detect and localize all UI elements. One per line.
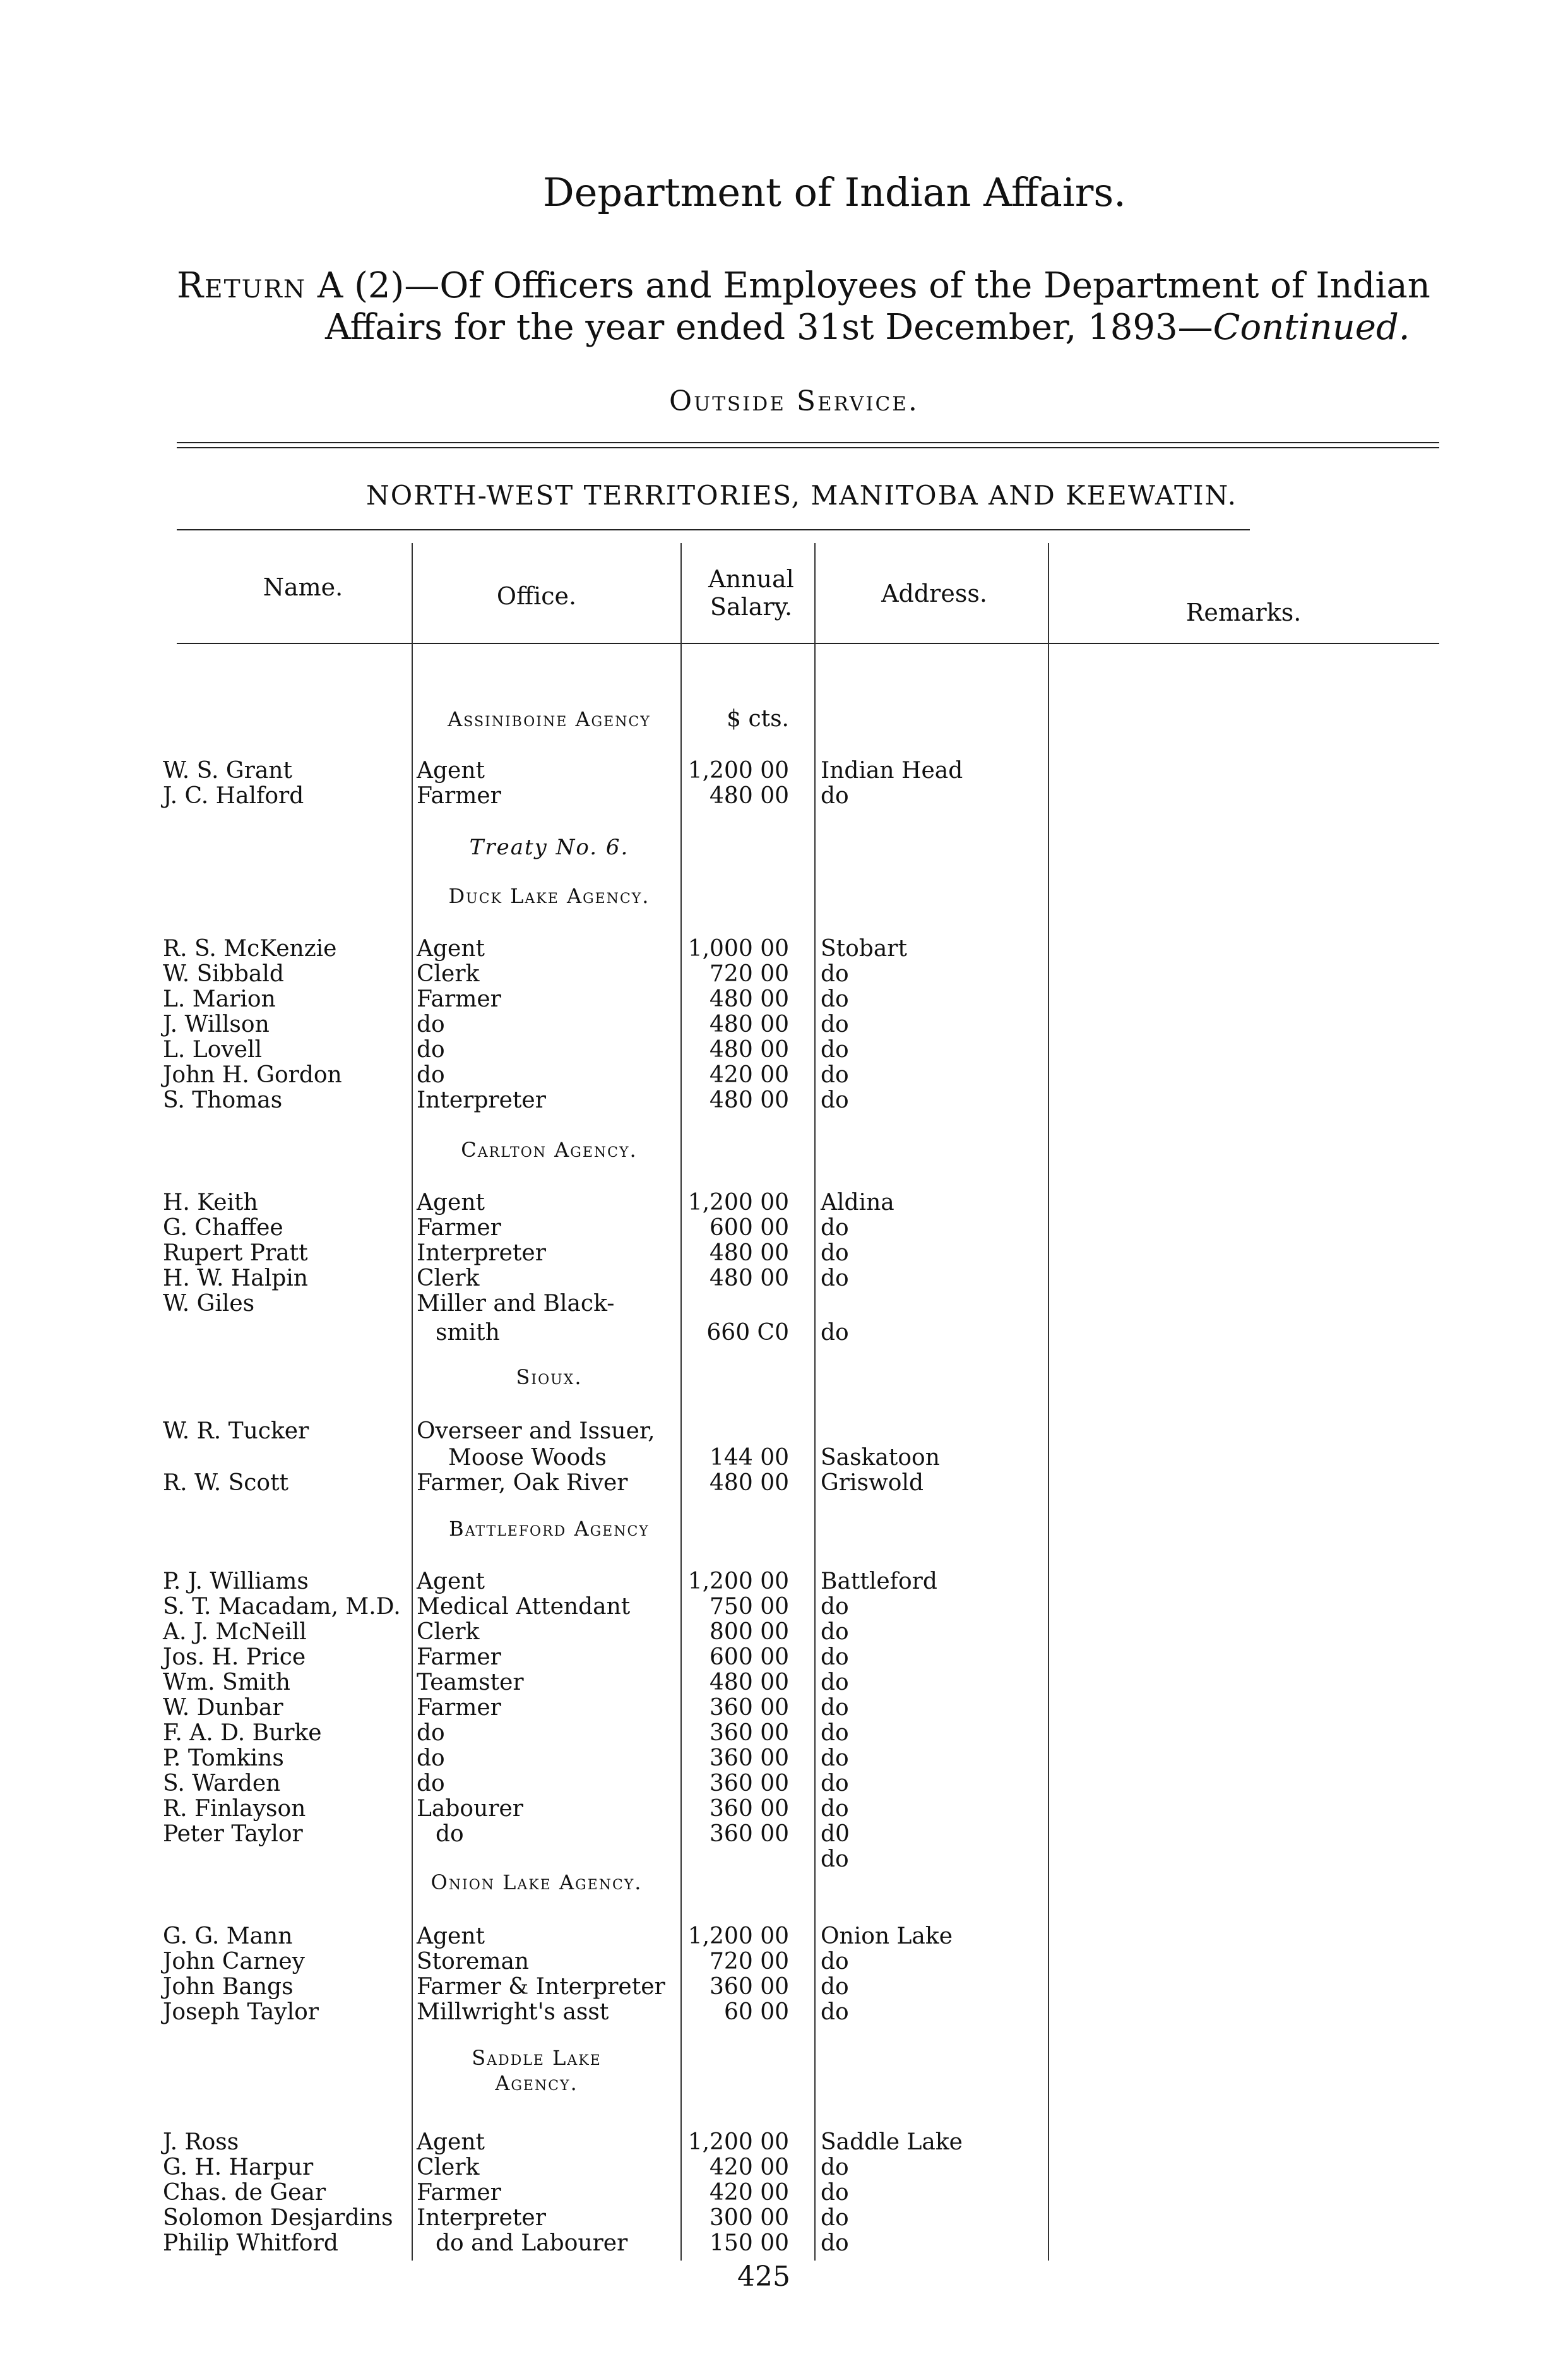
table-row xyxy=(0,1670,1568,1695)
employee-address: do xyxy=(821,1320,849,1346)
employee-office: Farmer xyxy=(417,1644,501,1670)
divider-rule xyxy=(177,447,1439,448)
employee-office: do xyxy=(417,1720,445,1746)
employee-salary: 480 00 xyxy=(710,1265,789,1291)
column-header-remarks: Remarks. xyxy=(1185,599,1302,626)
table-row xyxy=(0,1923,1568,1949)
group-label: Assiniboine Agency xyxy=(448,707,651,731)
employee-office: Agent xyxy=(417,758,485,784)
header-rule xyxy=(177,643,1439,644)
employee-salary: 1,200 00 xyxy=(687,1190,789,1216)
column-header-name: Name. xyxy=(263,573,343,601)
employee-name: R. W. Scott xyxy=(163,1470,289,1496)
employee-office: Farmer & Interpreter xyxy=(417,1974,665,2000)
return-text-line-2: Affairs for the year ended 31st December, 1893— xyxy=(325,307,1213,348)
group-label: Battleford Agency xyxy=(449,1517,650,1541)
employee-name: J. Willson xyxy=(163,1012,270,1037)
employee-address: Griswold xyxy=(821,1470,924,1496)
table-row xyxy=(0,1949,1568,1974)
employee-name: Peter Taylor xyxy=(163,1821,303,1847)
return-heading xyxy=(177,265,1477,349)
employee-salary: 600 00 xyxy=(710,1644,789,1670)
table-row xyxy=(0,2230,1568,2256)
employee-address: do xyxy=(821,1670,849,1695)
employee-address: Indian Head xyxy=(821,758,963,784)
employee-name: H. W. Halpin xyxy=(163,1265,308,1291)
table-row xyxy=(0,1190,1568,1215)
employee-address: do xyxy=(821,1619,849,1645)
employee-office: Farmer, Oak River xyxy=(417,1470,628,1496)
employee-address: do xyxy=(821,1215,849,1241)
table-row xyxy=(0,1240,1568,1265)
employee-office: Moose Woods xyxy=(448,1445,607,1471)
currency-row xyxy=(0,706,1568,731)
employee-office: Agent xyxy=(417,1923,485,1949)
employee-address: do xyxy=(821,1720,849,1746)
table-row xyxy=(0,1720,1568,1745)
employee-office: do xyxy=(417,1771,445,1796)
employee-name: Chas. de Gear xyxy=(163,2180,326,2206)
employee-name: G. G. Mann xyxy=(163,1923,293,1949)
employee-salary: 300 00 xyxy=(710,2205,789,2231)
employee-office: Overseer and Issuer, xyxy=(417,1418,655,1444)
group-label: Onion Lake Agency. xyxy=(431,1870,643,1894)
employee-salary: 360 00 xyxy=(710,1771,789,1796)
employee-name: S. Thomas xyxy=(163,1087,283,1113)
table-row xyxy=(0,1062,1568,1087)
table-row xyxy=(0,1445,1568,1470)
column-header-salary-line-1: Annual xyxy=(708,565,794,593)
employee-salary: 360 00 xyxy=(710,1745,789,1771)
employee-address: do xyxy=(821,1999,849,2025)
table-row xyxy=(0,936,1568,961)
employee-office: do and Labourer xyxy=(436,2230,628,2256)
employee-salary: 480 00 xyxy=(710,986,789,1012)
employee-address: do xyxy=(821,1012,849,1037)
employee-office: Interpreter xyxy=(417,1087,546,1113)
table-row xyxy=(0,2205,1568,2230)
table-row xyxy=(0,1470,1568,1495)
table-row xyxy=(0,1695,1568,1720)
employee-salary: 1,200 00 xyxy=(687,1568,789,1594)
table-row xyxy=(0,1012,1568,1037)
employee-salary: 480 00 xyxy=(710,1037,789,1063)
table-row xyxy=(0,961,1568,986)
employee-salary: 480 00 xyxy=(710,1470,789,1496)
employee-address: do xyxy=(821,1846,849,1872)
employee-office: do xyxy=(417,1745,445,1771)
employee-salary: 1,200 00 xyxy=(687,1923,789,1949)
table-row xyxy=(0,1974,1568,1999)
employee-name: P. J. Williams xyxy=(163,1568,309,1594)
employee-address: do xyxy=(821,1771,849,1796)
employee-address: do xyxy=(821,1087,849,1113)
table-row xyxy=(0,1320,1568,1345)
employee-name: J. C. Halford xyxy=(163,783,304,809)
employee-address: do xyxy=(821,783,849,809)
employee-address: do xyxy=(821,1949,849,1975)
employee-salary: 60 00 xyxy=(723,1999,789,2025)
employee-salary: 720 00 xyxy=(710,1949,789,1975)
employee-name: L. Lovell xyxy=(163,1037,263,1063)
employee-office: Interpreter xyxy=(417,1240,546,1266)
table-row xyxy=(0,758,1568,783)
employee-office: Agent xyxy=(417,1568,485,1594)
employee-salary: 480 00 xyxy=(710,1670,789,1695)
employee-salary: 480 00 xyxy=(710,1240,789,1266)
employee-salary: 420 00 xyxy=(710,2154,789,2180)
table-row xyxy=(0,1846,1568,1872)
employee-name: Wm. Smith xyxy=(163,1670,290,1695)
employee-address: do xyxy=(821,2205,849,2231)
group-label: Sioux. xyxy=(516,1365,583,1389)
group-label: Duck Lake Agency. xyxy=(448,884,650,908)
table-row xyxy=(0,1619,1568,1644)
group-label: Saddle Lake xyxy=(472,2046,602,2070)
employee-name: John H. Gordon xyxy=(163,1062,342,1088)
employee-name: G. H. Harpur xyxy=(163,2154,314,2180)
employee-name: W. S. Grant xyxy=(163,758,292,784)
employee-office: Clerk xyxy=(417,1619,480,1645)
employee-office: Clerk xyxy=(417,2154,480,2180)
table-row xyxy=(0,1215,1568,1240)
employee-address: do xyxy=(821,1974,849,2000)
employee-name: S. T. Macadam, M.D. xyxy=(163,1594,401,1620)
employee-salary: 480 00 xyxy=(710,783,789,809)
employee-name: John Bangs xyxy=(163,1974,294,2000)
employee-office: Medical Attendant xyxy=(417,1594,631,1620)
employee-salary: 750 00 xyxy=(710,1594,789,1620)
employee-address: do xyxy=(821,1240,849,1266)
employee-address: do xyxy=(821,2154,849,2180)
employee-name: P. Tomkins xyxy=(163,1745,284,1771)
employee-salary: 360 00 xyxy=(710,1720,789,1746)
employee-address: do xyxy=(821,961,849,987)
employee-office: Miller and Black- xyxy=(417,1291,615,1317)
table-row xyxy=(0,2180,1568,2205)
group-label: Carlton Agency. xyxy=(461,1138,638,1162)
employee-name: Rupert Pratt xyxy=(163,1240,308,1266)
table-row xyxy=(0,1087,1568,1113)
employee-office: Storeman xyxy=(417,1949,530,1975)
employee-salary: 1,200 00 xyxy=(687,2129,789,2155)
employee-name: J. Ross xyxy=(163,2129,239,2155)
employee-salary: 360 00 xyxy=(710,1695,789,1721)
table-row xyxy=(0,1821,1568,1846)
employee-name: W. R. Tucker xyxy=(163,1418,309,1444)
table-row xyxy=(0,1796,1568,1821)
employee-salary: 360 00 xyxy=(710,1821,789,1847)
employee-address: d0 xyxy=(821,1821,850,1847)
table-row xyxy=(0,1418,1568,1443)
employee-name: W. Dunbar xyxy=(163,1695,283,1721)
table-row xyxy=(0,1568,1568,1594)
employee-office: do xyxy=(417,1012,445,1037)
employee-office: Agent xyxy=(417,2129,485,2155)
employee-salary: 480 00 xyxy=(710,1087,789,1113)
return-lead: Return xyxy=(177,265,307,306)
employee-address: Onion Lake xyxy=(821,1923,953,1949)
employee-office: Farmer xyxy=(417,1695,501,1721)
page-title: Department of Indian Affairs. xyxy=(543,169,1126,215)
employee-name: A. J. McNeill xyxy=(163,1619,307,1645)
employee-office: do xyxy=(436,1821,464,1847)
employee-salary: 360 00 xyxy=(710,1974,789,2000)
employee-office: Farmer xyxy=(417,986,501,1012)
employee-salary: 800 00 xyxy=(710,1619,789,1645)
table-row xyxy=(0,1037,1568,1062)
employee-name: Joseph Taylor xyxy=(163,1999,319,2025)
table-row xyxy=(0,1291,1568,1316)
employee-address: Battleford xyxy=(821,1568,937,1594)
employee-address: do xyxy=(821,1695,849,1721)
employee-name: W. Sibbald xyxy=(163,961,284,987)
employee-office: Farmer xyxy=(417,2180,501,2206)
employee-office: Clerk xyxy=(417,1265,480,1291)
section-heading: Outside Service. xyxy=(669,385,919,417)
employee-salary: 660 C0 xyxy=(706,1320,789,1346)
employee-salary: 420 00 xyxy=(710,1062,789,1088)
table-row xyxy=(0,783,1568,808)
table-row xyxy=(0,1644,1568,1670)
divider-rule xyxy=(177,529,1250,530)
employee-office: do xyxy=(417,1037,445,1063)
employee-office: Agent xyxy=(417,936,485,962)
employee-address: Saddle Lake xyxy=(821,2129,963,2155)
employee-office: Millwright's asst xyxy=(417,1999,609,2025)
table-row xyxy=(0,1771,1568,1796)
column-header-office: Office. xyxy=(496,582,577,610)
table-row xyxy=(0,1594,1568,1619)
return-text-line-1: A (2)—Of Officers and Employees of the Department of Indian xyxy=(317,265,1430,306)
divider-rule xyxy=(177,442,1439,443)
employee-name: John Carney xyxy=(163,1949,305,1975)
employee-address: do xyxy=(821,1062,849,1088)
employee-salary: 360 00 xyxy=(710,1796,789,1822)
column-header-salary xyxy=(688,565,814,621)
column-header-address: Address. xyxy=(881,580,987,607)
employee-office: smith xyxy=(436,1320,500,1346)
employee-name: Jos. H. Price xyxy=(163,1644,306,1670)
employee-name: F. A. D. Burke xyxy=(163,1720,322,1746)
table-row xyxy=(0,1265,1568,1291)
column-header-salary-line-2: Salary. xyxy=(710,593,793,621)
employee-salary: 600 00 xyxy=(710,1215,789,1241)
table-row xyxy=(0,2154,1568,2180)
currency-header: $ cts. xyxy=(727,706,789,732)
employee-office: Teamster xyxy=(417,1670,524,1695)
employee-name: Solomon Desjardins xyxy=(163,2205,393,2231)
employee-salary: 480 00 xyxy=(710,1012,789,1037)
employee-name: S. Warden xyxy=(163,1771,281,1796)
employee-address: do xyxy=(821,2180,849,2206)
table-row xyxy=(0,1745,1568,1771)
employee-salary: 1,200 00 xyxy=(687,758,789,784)
employee-office: Clerk xyxy=(417,961,480,987)
employee-office: Agent xyxy=(417,1190,485,1216)
employee-address: do xyxy=(821,986,849,1012)
employee-office: Farmer xyxy=(417,1215,501,1241)
group-label: Agency. xyxy=(495,2071,578,2095)
employee-name: W. Giles xyxy=(163,1291,255,1317)
employee-name: G. Chaffee xyxy=(163,1215,283,1241)
employee-office: do xyxy=(417,1062,445,1088)
employee-name: R. Finlayson xyxy=(163,1796,306,1822)
employee-name: Philip Whitford xyxy=(163,2230,338,2256)
table-row xyxy=(0,1999,1568,2024)
employee-salary: 1,000 00 xyxy=(687,936,789,962)
employee-office: Labourer xyxy=(417,1796,523,1822)
employee-address: do xyxy=(821,1796,849,1822)
employee-name: R. S. McKenzie xyxy=(163,936,337,962)
table-row xyxy=(0,2129,1568,2154)
employee-salary: 420 00 xyxy=(710,2180,789,2206)
employee-office: Farmer xyxy=(417,783,501,809)
employee-address: do xyxy=(821,1745,849,1771)
employee-salary: 720 00 xyxy=(710,961,789,987)
employee-address: do xyxy=(821,1037,849,1063)
employee-address: do xyxy=(821,1594,849,1620)
table-row xyxy=(0,986,1568,1012)
group-label: Treaty No. 6. xyxy=(469,835,629,860)
employee-office: Interpreter xyxy=(417,2205,546,2231)
employee-name: L. Marion xyxy=(163,986,276,1012)
employee-name: H. Keith xyxy=(163,1190,258,1216)
employee-address: do xyxy=(821,1265,849,1291)
employee-address: Saskatoon xyxy=(821,1445,940,1471)
employee-address: do xyxy=(821,2230,849,2256)
employee-address: do xyxy=(821,1644,849,1670)
employee-address: Stobart xyxy=(821,936,907,962)
page-number: 425 xyxy=(737,2261,790,2293)
region-heading: NORTH-WEST TERRITORIES, MANITOBA AND KEEWATIN. xyxy=(366,480,1237,511)
employee-salary: 150 00 xyxy=(710,2230,789,2256)
employee-salary: 144 00 xyxy=(710,1445,789,1471)
employee-address: Aldina xyxy=(821,1190,894,1216)
return-continued: Continued. xyxy=(1213,307,1410,348)
